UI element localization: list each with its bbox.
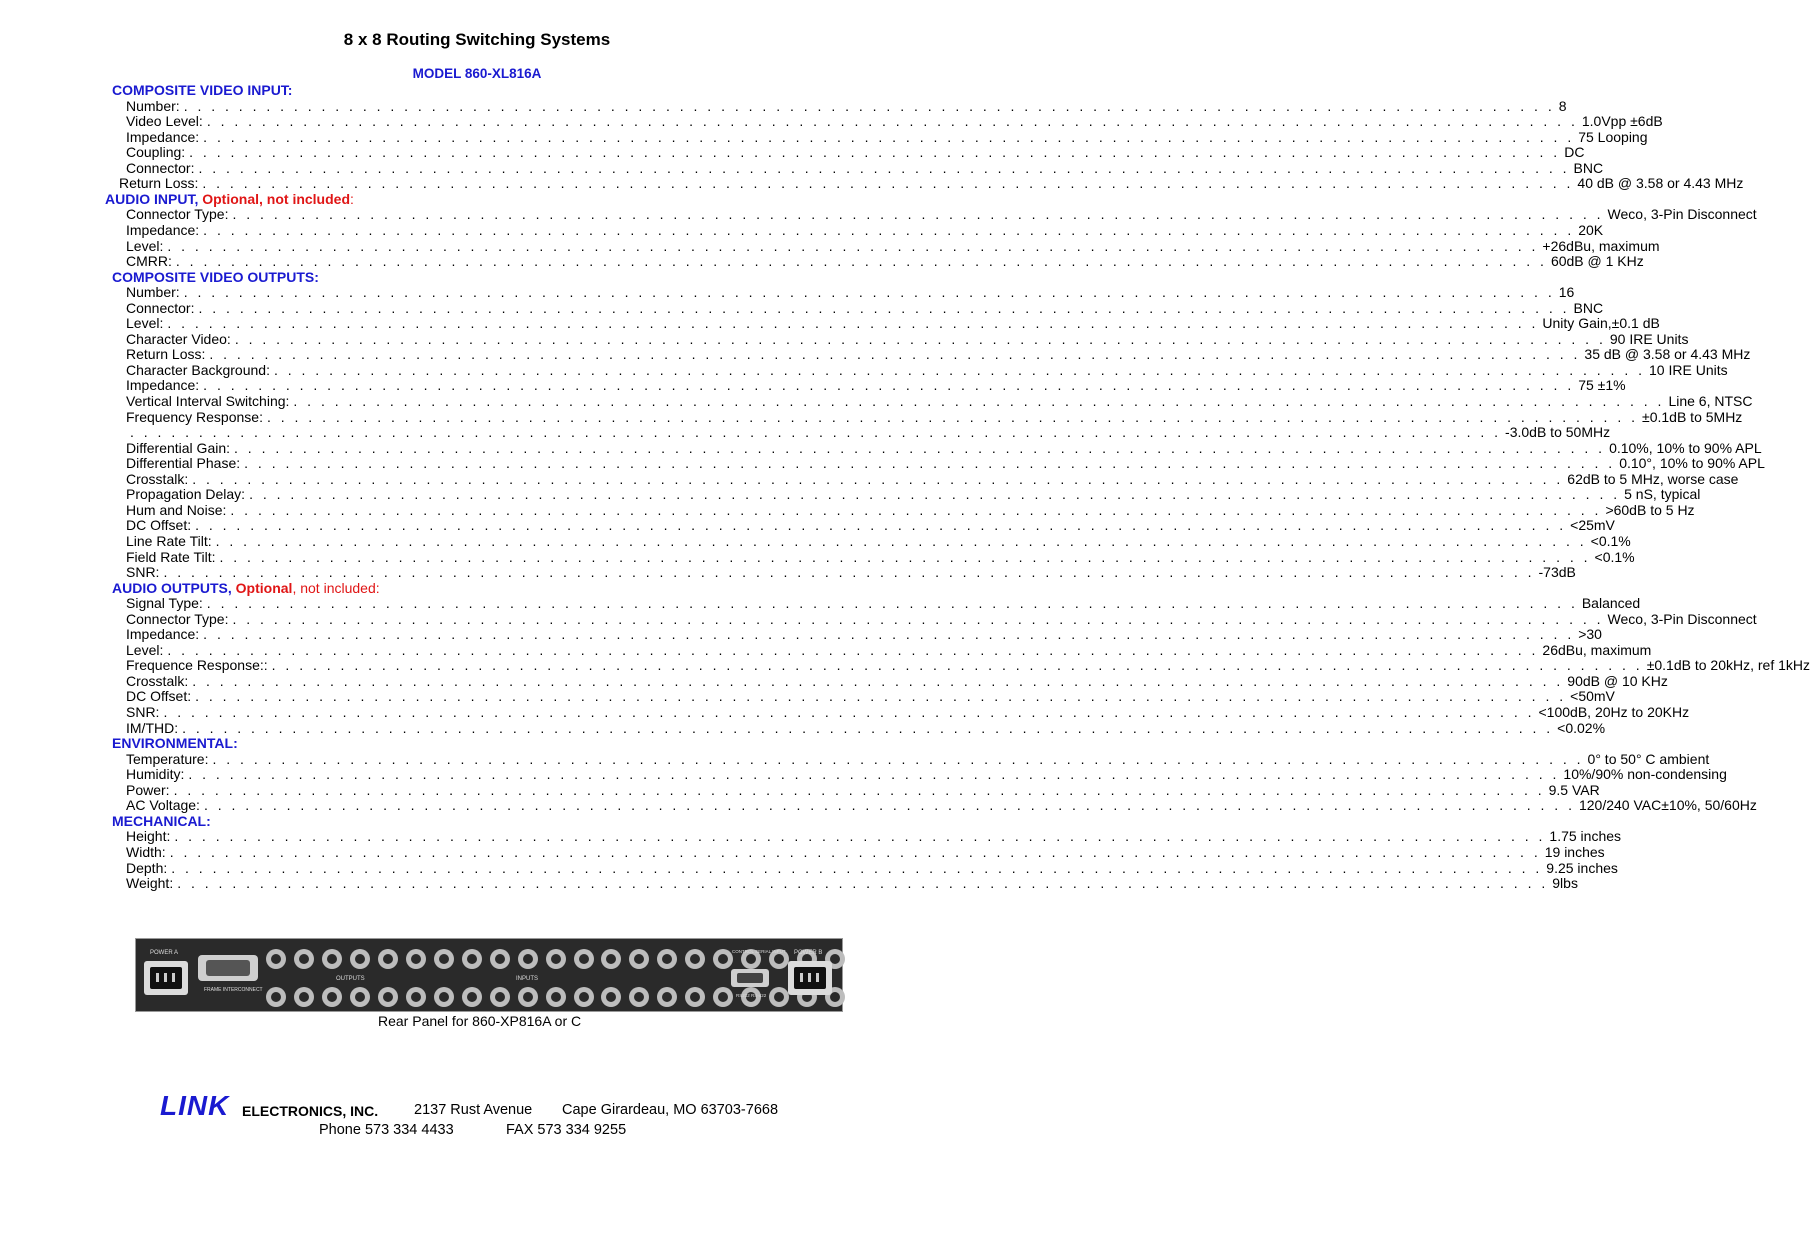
spec-label: Character Background: [126,361,270,378]
dot-leader: . . . . . . . . . . . . . . . . . . . . . . . . . . . . . . . . . . . . . . . . . . . . . . . . . . . . . . . . . . . . . . . . . . . . . . . . . . . . . . . . . . . . . . . . . . . . . . . . . . . . [163,564,1535,581]
control-serial-label: CONTROL SERIAL INPUT [732,949,786,954]
spec-value: 0.10°, 10% to 90% APL [1619,455,1765,472]
spec-label: Width: [126,843,166,860]
section-heading [112,735,238,751]
dot-leader: . . . . . . . . . . . . . . . . . . . . . . . . . . . . . . . . . . . . . . . . . . . . . . . . . . . . . . . . . . . . . . . . . . . . . . . . . . . . . . . . . . . . . . . . . . . . . . . . . . . . [266,408,1639,425]
spec-row [126,377,1626,394]
spec-label: Frequency Response: [126,408,263,425]
spec-value: -73dB [1538,564,1576,581]
dot-leader: . . . . . . . . . . . . . . . . . . . . . . . . . . . . . . . . . . . . . . . . . . . . . . . . . . . . . . . . . . . . . . . . . . . . . . . . . . . . . . . . . . . . . . . . . . . . . . . . . . . . [182,719,1554,736]
spec-value: 19 inches [1544,843,1605,860]
dot-leader: . . . . . . . . . . . . . . . . . . . . . . . . . . . . . . . . . . . . . . . . . . . . . . . . . . . . . . . . . . . . . . . . . . . . . . . . . . . . . . . . . . . . . . . . . . . . . . . . . . . . [183,284,1555,301]
dot-leader: . . . . . . . . . . . . . . . . . . . . . . . . . . . . . . . . . . . . . . . . . . . . . . . . . . . . . . . . . . . . . . . . . . . . . . . . . . . . . . . . . . . . . . . . . . . . . . . . . . . . [163,704,1535,720]
spec-row [126,393,1753,409]
spec-value: 60dB @ 1 KHz [1550,253,1644,270]
spec-row [126,517,1615,534]
spec-label: SNR: [126,564,160,581]
dot-leader: . . . . . . . . . . . . . . . . . . . . . . . . . . . . . . . . . . . . . . . . . . . . . . . . . . . . . . . . . . . . . . . . . . . . . . . . . . . . . . . . . . . . . . . . . . . . . . . . . . . . [212,750,1584,767]
spec-label: Level: [126,315,164,332]
rear-panel-drawing [136,939,842,1011]
dot-leader: . . . . . . . . . . . . . . . . . . . . . . . . . . . . . . . . . . . . . . . . . . . . . . . . . . . . . . . . . . . . . . . . . . . . . . . . . . . . . . . . . . . . . . . . . . . . . . . . . . . . [192,672,1564,689]
dot-leader: . . . . . . . . . . . . . . . . . . . . . . . . . . . . . . . . . . . . . . . . . . . . . . . . . . . . . . . . . . . . . . . . . . . . . . . . . . . . . . . . . . . . . . . . . . . . . . . . . . . . [203,626,1575,643]
dot-leader: . . . . . . . . . . . . . . . . . . . . . . . . . . . . . . . . . . . . . . . . . . . . . . . . . . . . . . . . . . . . . . . . . . . . . . . . . . . . . . . . . . . . . . . . . . . . . . . . . . . . [234,330,1606,347]
spec-row [126,532,1631,549]
phone-number: Phone 573 334 4433 [319,1122,454,1138]
spec-value: Unity Gain,±0.1 dB [1542,315,1660,332]
spec-value: 26dBu, maximum [1542,641,1652,658]
spec-value: BNC [1573,299,1604,316]
spec-label: Signal Type: [126,595,203,612]
dot-leader: . . . . . . . . . . . . . . . . . . . . . . . . . . . . . . . . . . . . . . . . . . . . . . . . . . . . . . . . . . . . . . . . . . . . . . . . . . . . . . . . . . . . . . . . . . . . . . . . . . . . [173,781,1545,798]
dot-leader: . . . . . . . . . . . . . . . . . . . . . . . . . . . . . . . . . . . . . . . . . . . . . . . . . . . . . . . . . . . . . . . . . . . . . . . . . . . . . . . . . . . . . . . . . . . . . . . . . . . . [230,501,1602,518]
spec-row [126,828,1622,845]
spec-row [126,626,1602,643]
spec-row [119,175,1744,192]
spec-value: 8 [1558,97,1567,114]
dot-leader: . . . . . . . . . . . . . . . . . . . . . . . . . . . . . . . . . . . . . . . . . . . . . . . . . . . . . . . . . . . . . . . . . . . . . . . . . . . . . . . . . . . . . . . . . . . . . . . . . . . . [249,486,1621,503]
optional-note: Optional, not included [202,190,350,207]
model-number: MODEL 860-XL816A [412,66,542,81]
spec-value: <0.1% [1594,548,1635,565]
spec-label: Coupling: [126,144,186,161]
dot-leader: . . . . . . . . . . . . . . . . . . . . . . . . . . . . . . . . . . . . . . . . . . . . . . . . . . . . . . . . . . . . . . . . . . . . . . . . . . . . . . . . . . . . . . . . . . . . . . . . . . . . [171,859,1543,876]
spec-label: Number: [126,97,180,114]
spec-label: Return Loss: [126,346,206,363]
dot-leader: . . . . . . . . . . . . . . . . . . . . . . . . . . . . . . . . . . . . . . . . . . . . . . . . . . . . . . . . . . . . . . . . . . . . . . . . . . . . . . . . . . . . . . . . . . . . . . . . . . . . [167,641,1539,658]
section-heading-text: MECHANICAL: [112,812,211,829]
spec-row [126,408,1743,425]
section-heading-text: ENVIRONMENTAL: [112,735,238,752]
section-heading-text: COMPOSITE VIDEO OUTPUTS: [112,268,319,285]
spec-row [126,253,1644,270]
section-heading [112,269,319,285]
spec-row [126,159,1604,176]
spec-value: >60dB to 5 Hz [1605,501,1695,518]
spec-row [126,113,1663,130]
spec-label: Differential Phase: [126,455,241,472]
frame-interconnect-label: FRAME INTERCONNECT [204,987,263,993]
spec-label: AC Voltage: [126,797,200,814]
dot-leader: . . . . . . . . . . . . . . . . . . . . . . . . . . . . . . . . . . . . . . . . . . . . . . . . . . . . . . . . . . . . . . . . . . . . . . . . . . . . . . . . . . . . . . . . . . . . . . . . . . . . [183,97,1555,114]
spec-value: 9lbs [1552,875,1578,892]
section-heading [112,580,380,596]
dot-leader: . . . . . . . . . . . . . . . . . . . . . . . . . . . . . . . . . . . . . . . . . . . . . . . . . . . . . . . . . . . . . . . . . . . . . . . . . . . . . . . . . . . . . . . . . . . . . . . . . . . . [244,455,1616,472]
spec-row [126,797,1757,814]
power-a-label: POWER A [150,950,179,956]
dot-leader: . . . . . . . . . . . . . . . . . . . . . . . . . . . . . . . . . . . . . . . . . . . . . . . . . . . . . . . . . . . . . . . . . . . . . . . . . . . . . . . . . . . . . . . . . . . . . . . . . . . . [203,797,1575,814]
spec-row [126,501,1695,518]
spec-row [126,486,1701,503]
spec-value: 9.25 inches [1546,859,1618,876]
dot-leader: . . . . . . . . . . . . . . . . . . . . . . . . . . . . . . . . . . . . . . . . . . . . . . . . . . . . . . . . . . . . . . . . . . . . . . . . . . . . . . . . . . . . . . . . . . . . . . . . . . . . [189,144,1561,161]
outputs-label: OUTPUTS [336,976,365,982]
spec-row [126,97,1567,114]
spec-row [126,346,1751,363]
spec-label: Hum and Noise: [126,501,227,518]
section-heading-text: COMPOSITE VIDEO INPUT: [112,82,293,98]
spec-label: Vertical Interval Switching: [126,393,290,409]
spec-label: CMRR: [126,253,172,270]
spec-value: <25mV [1570,517,1615,534]
dot-leader: . . . . . . . . . . . . . . . . . . . . . . . . . . . . . . . . . . . . . . . . . . . . . . . . . . . . . . . . . . . . . . . . . . . . . . . . . . . . . . . . . . . . . . . . . . . . . . . . . . . . [198,159,1570,176]
spec-value: <0.1% [1590,532,1631,549]
spec-value: DC [1564,144,1585,161]
spec-value: 1.0Vpp ±6dB [1581,113,1663,130]
spec-row [126,144,1585,161]
dot-leader: . . . . . . . . . . . . . . . . . . . . . . . . . . . . . . . . . . . . . . . . . . . . . . . . . . . . . . . . . . . . . . . . . . . . . . . . . . . . . . . . . . . . . . . . . . . . . . . . . . . . [198,299,1570,316]
spec-label: Propagation Delay: [126,486,246,503]
dot-leader: . . . . . . . . . . . . . . . . . . . . . . . . . . . . . . . . . . . . . . . . . . . . . . . . . . . . . . . . . . . . . . . . . . . . . . . . . . . . . . . . . . . . . . . . . . . . . . . . . . . . [215,532,1587,549]
spec-value: 1.75 inches [1549,828,1622,845]
dot-leader: . . . . . . . . . . . . . . . . . . . . . . . . . . . . . . . . . . . . . . . . . . . . . . . . . . . . . . . . . . . . . . . . . . . . . . . . . . . . . . . . . . . . . . . . . . . . . . . . . . . . [192,470,1564,487]
spec-row [126,672,1668,689]
spec-label: Level: [126,641,164,658]
spec-label: Connector: [126,159,195,176]
dot-leader: . . . . . . . . . . . . . . . . . . . . . . . . . . . . . . . . . . . . . . . . . . . . . . . . . . . . . . . . . . . . . . . . . . . . . . . . . . . . . . . . . . . . . . . . . . . . . . . . . . . . [203,128,1575,145]
panel-caption: Rear Panel for 860-XP816A or C [378,1013,582,1029]
dot-leader: . . . . . . . . . . . . . . . . . . . . . . . . . . . . . . . . . . . . . . . . . . . . . . . . . . . . . . . . . . . . . . . . . . . . . . . . . . . . . . . . . . . . . . . . . . . . . . . . . . . . [209,346,1581,363]
dot-leader: . . . . . . . . . . . . . . . . . . . . . . . . . . . . . . . . . . . . . . . . . . . . . . . . . . . . . . . . . . . . . . . . . . . . . . . . . . . . . . . . . . . . . . . . . . . . . . . . . . . . [219,548,1591,565]
dot-leader: . . . . . . . . . . . . . . . . . . . . . . . . . . . . . . . . . . . . . . . . . . . . . . . . . . . . . . . . . . . . . . . . . . . . . . . . . . . . . . . . . . . . . . . . . . . . . . . . . . . . [167,315,1539,332]
dot-leader: . . . . . . . . . . . . . . . . . . . . . . . . . . . . . . . . . . . . . . . . . . . . . . . . . . . . . . . . . . . . . . . . . . . . . . . . . . . . . . . . . . . . . . . . . . . . . . . . . . . . [232,610,1604,627]
spec-value: <100dB, 20Hz to 20KHz [1538,704,1690,720]
spec-value: Weco, 3-Pin Disconnect [1607,610,1757,627]
dot-leader: . . . . . . . . . . . . . . . . . . . . . . . . . . . . . . . . . . . . . . . . . . . . . . . . . . . . . . . . . . . . . . . . . . . . . . . . . . . . . . . . . . . . . . . . . . . . . . . . . . . . [273,361,1646,378]
spec-label: SNR: [126,704,160,720]
street-address: 2137 Rust Avenue [414,1102,533,1118]
spec-label: Connector Type: [126,206,229,223]
spec-label: DC Offset: [126,517,192,534]
dot-leader: . . . . . . . . . . . . . . . . . . . . . . . . . . . . . . . . . . . . . . . . . . . . . . . . . . . . . . . . . . . . . . . . . . . . . . . . . . . . . . . . . . . . . . . . . . . . . . . . . . . . [177,875,1549,892]
dot-leader: . . . . . . . . . . . . . . . . . . . . . . . . . . . . . . . . . . . . . . . . . . . . . . . . . . . . . . . . . . . . . . . . . . . . . . . . . . . . . . . . . . . . . . . . . . . . . . . . . . . . [195,517,1567,534]
spec-value: 5 nS, typical [1624,486,1701,503]
inputs-label: INPUTS [516,976,539,982]
dot-leader: . . . . . . . . . . . . . . . . . . . . . . . . . . . . . . . . . . . . . . . . . . . . . . . . . . . . . . . . . . . . . . . . . . . . . . . . . . . . . . . . . . . . . . . . . . . . . . . . . . . . [202,175,1574,192]
spec-value: Balanced [1581,595,1641,612]
spec-label: Power: [126,781,170,798]
spec-value: BNC [1573,159,1604,176]
company-name: ELECTRONICS, INC. [242,1103,379,1119]
not-included-note: , not included: [292,579,380,596]
spec-row [126,719,1606,736]
spec-value: <0.02% [1557,719,1606,736]
spec-row [126,875,1578,892]
spec-label: Crosstalk: [126,672,189,689]
spec-row [126,315,1660,332]
spec-row [126,548,1635,565]
spec-label: Depth: [126,859,168,876]
page-title: 8 x 8 Routing Switching Systems [343,30,611,49]
spec-label: DC Offset: [126,688,192,705]
spec-value: +26dBu, maximum [1542,237,1660,254]
spec-label: Height: [126,828,171,845]
spec-value: 90 IRE Units [1609,330,1689,347]
spec-row [126,128,1648,145]
spec-value: 75 ±1% [1578,377,1626,394]
spec-label: Temperature: [126,750,209,767]
spec-value: >30 [1578,626,1602,643]
spec-row [126,781,1600,798]
spec-label: Character Video: [126,330,231,347]
dot-leader: . . . . . . . . . . . . . . . . . . . . . . . . . . . . . . . . . . . . . . . . . . . . . . . . . . . . . . . . . . . . . . . . . . . . . . . . . . . . . . . . . . . . . . . . . . . . . . . . . . . . [203,221,1575,238]
spec-value: <50mV [1570,688,1615,705]
section-heading [112,82,292,98]
spec-label: IM/THD: [126,719,179,736]
link-logo: LINK [160,1090,230,1121]
spec-row [126,424,1611,441]
dot-leader: . . . . . . . . . . . . . . . . . . . . . . . . . . . . . . . . . . . . . . . . . . . . . . . . . . . . . . . . . . . . . . . . . . . . . . . . . . . . . . . . . . . . . . . . . . . . . . . . . . . . [271,657,1643,674]
rs232-label: RS232 RS-422 [736,993,767,998]
spec-value: 90dB @ 10 KHz [1567,672,1668,689]
dot-leader: . . . . . . . . . . . . . . . . . . . . . . . . . . . . . . . . . . . . . . . . . . . . . . . . . . . . . . . . . . . . . . . . . . . . . . . . . . . . . . . . . . . . . . . . . . . . . . . . . . . . [169,843,1541,860]
spec-value: -3.0dB to 50MHz [1505,424,1611,441]
spec-row [126,470,1739,487]
spec-row [126,704,1690,720]
spec-label: Impedance: [126,626,200,643]
spec-row [126,657,1810,674]
spec-label: Level: [126,237,164,254]
dot-leader: . . . . . . . . . . . . . . . . . . . . . . . . . . . . . . . . . . . . . . . . . . . . . . . . . . . . . . . . . . . . . . . . . . . . . . . . . . . . . . . . . . . . . . . . . . . . . . . . . . . . [203,377,1575,394]
section-heading [112,813,211,829]
spec-row [126,455,1765,472]
section-heading-text: AUDIO OUTPUTS, [112,579,232,596]
spec-value: 20K [1578,221,1604,238]
spec-label: Weight: [126,875,174,892]
spec-value: 62dB to 5 MHz, worse case [1567,470,1739,487]
spec-row [126,595,1641,612]
spec-row [126,361,1728,378]
spec-label: Field Rate Tilt: [126,548,216,565]
spec-row [126,843,1605,860]
spec-label: Frequence Response:: [126,657,268,674]
spec-value: 16 [1558,284,1575,301]
spec-row [126,859,1618,876]
spec-row [126,610,1757,627]
spec-row [126,206,1757,223]
spec-value: 9.5 VAR [1548,781,1600,798]
spec-label: Return Loss: [119,175,199,192]
spec-value: 0° to 50° C ambient [1587,750,1710,767]
spec-row [126,641,1652,658]
dot-leader: . . . . . . . . . . . . . . . . . . . . . . . . . . . . . . . . . . . . . . . . . . . . . . . . . . . . . . . . . . . . . . . . . . . . . . . . . . . . . . . . . . . . . . . . . . . . . . . . . . . . [130,424,1502,441]
optional-note: Optional [235,579,293,596]
spec-row [126,330,1689,347]
spec-value: 120/240 VAC±10%, 50/60Hz [1578,797,1757,814]
spec-value: Weco, 3-Pin Disconnect [1607,206,1757,223]
dot-leader: . . . . . . . . . . . . . . . . . . . . . . . . . . . . . . . . . . . . . . . . . . . . . . . . . . . . . . . . . . . . . . . . . . . . . . . . . . . . . . . . . . . . . . . . . . . . . . . . . . . . [167,237,1539,254]
spec-label: Connector Type: [126,610,229,627]
spec-label: Impedance: [126,377,200,394]
spec-row [126,439,1762,456]
dot-leader: . . . . . . . . . . . . . . . . . . . . . . . . . . . . . . . . . . . . . . . . . . . . . . . . . . . . . . . . . . . . . . . . . . . . . . . . . . . . . . . . . . . . . . . . . . . . . . . . . . . . [232,206,1604,223]
spec-row [126,688,1615,705]
spec-row [126,564,1576,581]
spec-row [126,766,1727,783]
spec-row [126,284,1575,301]
spec-value: 75 Looping [1578,128,1648,145]
fax-number: FAX 573 334 9255 [506,1122,627,1138]
spec-row [126,221,1604,238]
spec-value: 35 dB @ 3.58 or 4.43 MHz [1584,346,1751,363]
spec-value: 10%/90% non-condensing [1563,766,1727,783]
spec-label: Crosstalk: [126,470,189,487]
spec-value: 0.10%, 10% to 90% APL [1609,439,1762,456]
spec-value: ±0.1dB to 5MHz [1642,408,1743,425]
section-heading-text: AUDIO INPUT [105,190,195,207]
dot-leader: . . . . . . . . . . . . . . . . . . . . . . . . . . . . . . . . . . . . . . . . . . . . . . . . . . . . . . . . . . . . . . . . . . . . . . . . . . . . . . . . . . . . . . . . . . . . . . . . . . . . [188,766,1560,783]
spec-label: Number: [126,284,180,301]
spec-row [126,750,1710,767]
spec-label: Impedance: [126,221,200,238]
dot-leader: . . . . . . . . . . . . . . . . . . . . . . . . . . . . . . . . . . . . . . . . . . . . . . . . . . . . . . . . . . . . . . . . . . . . . . . . . . . . . . . . . . . . . . . . . . . . . . . . . . . . [206,595,1578,612]
dot-leader: . . . . . . . . . . . . . . . . . . . . . . . . . . . . . . . . . . . . . . . . . . . . . . . . . . . . . . . . . . . . . . . . . . . . . . . . . . . . . . . . . . . . . . . . . . . . . . . . . . . . [175,253,1547,270]
spec-label: Impedance: [126,128,200,145]
power-b-label: POWER B [794,950,823,956]
spec-label: Video Level: [126,113,203,130]
spec-label: Line Rate Tilt: [126,532,212,549]
spec-row [126,299,1604,316]
dot-leader: . . . . . . . . . . . . . . . . . . . . . . . . . . . . . . . . . . . . . . . . . . . . . . . . . . . . . . . . . . . . . . . . . . . . . . . . . . . . . . . . . . . . . . . . . . . . . . . . . . . . [206,113,1578,130]
rear-panel-image [135,938,843,1012]
dot-leader: . . . . . . . . . . . . . . . . . . . . . . . . . . . . . . . . . . . . . . . . . . . . . . . . . . . . . . . . . . . . . . . . . . . . . . . . . . . . . . . . . . . . . . . . . . . . . . . . . . . . [195,688,1567,705]
dot-leader: . . . . . . . . . . . . . . . . . . . . . . . . . . . . . . . . . . . . . . . . . . . . . . . . . . . . . . . . . . . . . . . . . . . . . . . . . . . . . . . . . . . . . . . . . . . . . . . . . . . . [293,393,1665,409]
dot-leader: . . . . . . . . . . . . . . . . . . . . . . . . . . . . . . . . . . . . . . . . . . . . . . . . . . . . . . . . . . . . . . . . . . . . . . . . . . . . . . . . . . . . . . . . . . . . . . . . . . . . [234,439,1606,456]
section-heading: AUDIO INPUT, Optional, not included: [105,190,354,207]
spec-value: Line 6, NTSC [1668,393,1753,409]
dot-leader: . . . . . . . . . . . . . . . . . . . . . . . . . . . . . . . . . . . . . . . . . . . . . . . . . . . . . . . . . . . . . . . . . . . . . . . . . . . . . . . . . . . . . . . . . . . . . . . . . . . . [174,828,1546,845]
spec-value: 40 dB @ 3.58 or 4.43 MHz [1577,175,1744,192]
spec-label: Connector: [126,299,195,316]
spec-value: 10 IRE Units [1649,361,1728,378]
spec-label: Humidity: [126,766,185,783]
city-address: Cape Girardeau, MO 63703-7668 [562,1102,779,1118]
spec-row [126,237,1660,254]
spec-label: Differential Gain: [126,439,231,456]
spec-value: ±0.1dB to 20kHz, ref 1kHz [1646,657,1810,674]
